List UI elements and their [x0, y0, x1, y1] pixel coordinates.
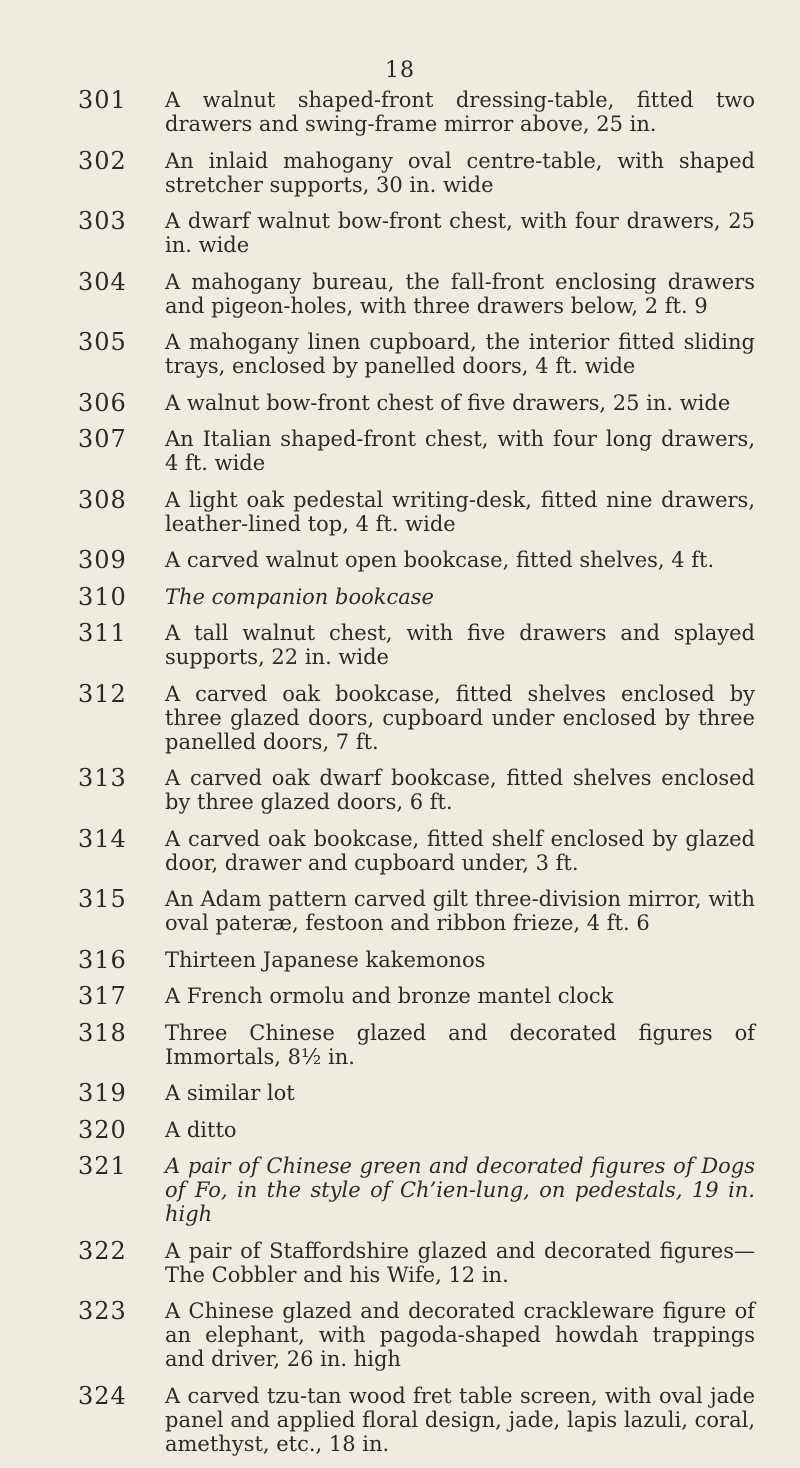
lot-entry: [0, 824, 800, 875]
lot-number: 312: [78, 679, 127, 708]
lot-number: 315: [78, 885, 127, 913]
lot-description: A mahogany linen cupboard, the interior fitted sliding trays, enclosed by panelled doors, 4 ft. wide: [165, 330, 755, 378]
lot-entry: [0, 582, 800, 611]
lot-number: 322: [78, 1236, 127, 1265]
lot-number: 317: [78, 982, 127, 1010]
lot-entry: [0, 679, 800, 754]
lot-entry: [0, 330, 800, 378]
lot-description: A carved oak bookcase, fitted shelves enclosed by three glazed doors, cupboard under enclosed by three panelled doors, 7 ft.: [165, 681, 755, 754]
lot-number: 321: [78, 1152, 127, 1180]
lot-description: A dwarf walnut bow-front chest, with four drawers, 25 in. wide: [165, 209, 755, 257]
lot-number: 307: [78, 425, 127, 453]
lot-description: A carved oak bookcase, fitted shelf enclosed by glazed door, drawer and cupboard under, 3 ft.: [165, 826, 755, 875]
lot-entry: [0, 1236, 800, 1287]
lot-description: A carved oak dwarf bookcase, fitted shelves enclosed by three glazed doors, 6 ft.: [165, 766, 755, 814]
lot-list: [0, 88, 800, 1468]
lot-number: 303: [78, 207, 127, 235]
lot-entry: [0, 1115, 800, 1144]
lot-entry: [0, 621, 800, 669]
lot-entry: [0, 427, 800, 475]
lot-description: Thirteen Japanese kakemonos: [165, 947, 486, 972]
lot-description: An Adam pattern carved gilt three-division mirror, with oval pateræ, festoon and ribbon frieze, 4 ft. 6: [165, 887, 755, 935]
lot-description: A mahogany bureau, the fall-front enclosing drawers and pigeon-holes, with three drawers below, 2 ft. 9: [165, 269, 755, 318]
lot-description: The companion bookcase: [165, 584, 434, 609]
lot-entry: [0, 146, 800, 197]
lot-number: 318: [78, 1018, 127, 1047]
lot-number: 314: [78, 824, 127, 853]
lot-entry: [0, 984, 800, 1008]
lot-description: A light oak pedestal writing-desk, fitted nine drawers, leather-lined top, 4 ft. wide: [165, 487, 755, 536]
lot-description: A pair of Chinese green and decorated figures of Dogs of Fo, in the style of Ch’ien-lung, on pedestals, 19 in. high: [165, 1154, 755, 1226]
lot-description: A pair of Staffordshire glazed and decorated figures—The Cobbler and his Wife, 12 in.: [165, 1238, 755, 1287]
lot-description: A walnut shaped-front dressing-table, fitted two drawers and swing-frame mirror above, 25 in.: [165, 88, 755, 136]
lot-entry: [0, 267, 800, 318]
lot-description: A similar lot: [165, 1081, 295, 1105]
lot-entry: [0, 209, 800, 257]
lot-description: An Italian shaped-front chest, with four long drawers, 4 ft. wide: [165, 427, 755, 475]
lot-entry: [0, 1381, 800, 1456]
lot-description: A tall walnut chest, with five drawers and splayed supports, 22 in. wide: [165, 621, 755, 669]
lot-number: 305: [78, 328, 127, 356]
lot-entry: [0, 88, 800, 136]
lot-number: 306: [78, 388, 127, 417]
lot-number: 323: [78, 1297, 127, 1325]
lot-entry: [0, 548, 800, 572]
lot-number: 320: [78, 1115, 127, 1144]
lot-description: A French ormolu and bronze mantel clock: [165, 984, 614, 1008]
lot-entry: [0, 388, 800, 417]
lot-description: A Chinese glazed and decorated crackleware figure of an elephant, with pagoda-shaped howdah trappings and driver, 26 in. high: [165, 1299, 755, 1371]
lot-entry: [0, 1081, 800, 1105]
lot-entry: [0, 945, 800, 974]
lot-number: 304: [78, 267, 127, 296]
lot-description: An inlaid mahogany oval centre-table, with shaped stretcher supports, 30 in. wide: [165, 148, 755, 197]
lot-entry: [0, 887, 800, 935]
lot-number: 311: [78, 619, 127, 647]
lot-number: 309: [78, 546, 127, 574]
lot-entry: [0, 485, 800, 536]
lot-number: 310: [78, 582, 127, 611]
lot-number: 324: [78, 1381, 127, 1410]
lot-description: A ditto: [165, 1117, 237, 1142]
lot-description: A carved walnut open bookcase, fitted shelves, 4 ft.: [165, 548, 715, 572]
lot-description: A walnut bow-front chest of five drawers, 25 in. wide: [165, 390, 731, 415]
lot-entry: [0, 1018, 800, 1069]
lot-description: A carved tzu-tan wood fret table screen, with oval jade panel and applied floral design, jade, lapis lazuli, coral, amethyst, etc., 18 in.: [165, 1383, 755, 1456]
lot-entry: [0, 1299, 800, 1371]
page-number: 18: [385, 58, 415, 83]
lot-entry: [0, 1154, 800, 1226]
lot-description: Three Chinese glazed and decorated figures of Immortals, 8½ in.: [165, 1020, 755, 1069]
lot-number: 308: [78, 485, 127, 514]
lot-number: 313: [78, 764, 127, 792]
lot-number: 316: [78, 945, 127, 974]
lot-entry: [0, 766, 800, 814]
lot-number: 301: [78, 86, 127, 114]
lot-number: 319: [78, 1079, 127, 1107]
lot-number: 302: [78, 146, 127, 175]
